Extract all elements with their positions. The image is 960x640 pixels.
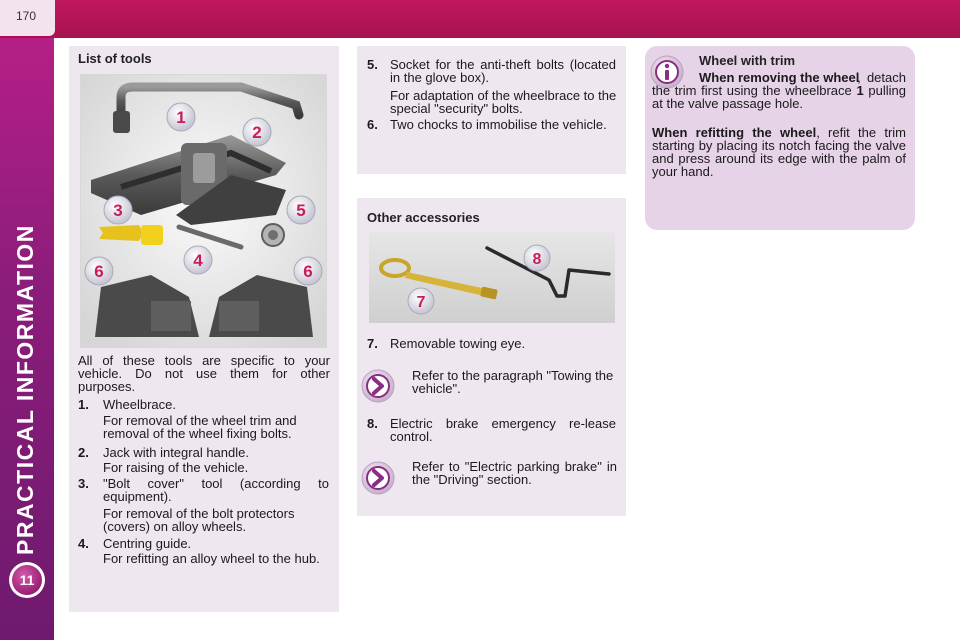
- removing-text: , detach the trim first using the wheelbrace: [652, 70, 906, 98]
- reference-towing: Refer to the paragraph "Towing the vehicle".: [412, 368, 614, 396]
- tool-2-number: 2.: [78, 445, 89, 460]
- tool-4-number: 4.: [78, 536, 89, 551]
- tool-4-title: Centring guide.: [103, 536, 192, 551]
- tool-1-number: 1.: [78, 397, 89, 412]
- accessories-photo: [369, 232, 615, 323]
- accessories-heading: Other accessories: [367, 210, 480, 225]
- section-title: PRACTICAL INFORMATION: [12, 224, 38, 555]
- item-5-text: Socket for the anti-theft bolts (located in the glove box).: [390, 57, 616, 85]
- tool-4-detail: For refitting an alloy wheel to the hub.: [103, 551, 320, 566]
- item-8-text: Electric brake emergency re-lease control.: [390, 416, 616, 444]
- item-5-detail: For adaptation of the wheelbrace to the special "security" bolts.: [390, 88, 617, 116]
- page-tab: [0, 0, 55, 36]
- reference-parking-brake: Refer to "Electric parking brake" in the "Driving" section.: [412, 459, 617, 487]
- tools-photo: [80, 74, 327, 348]
- tools-heading: List of tools: [78, 51, 152, 66]
- wheel-trim-heading: Wheel with trim: [699, 53, 796, 68]
- refitting-text: , refit the trim starting by placing its notch facing the valve and press around its edge with the palm of your hand.: [652, 125, 906, 179]
- tool-3-title: "Bolt cover" tool (according to equipment).: [103, 476, 329, 504]
- tool-2-detail: For raising of the vehicle.: [103, 460, 249, 475]
- callout-6b: 6: [303, 262, 313, 281]
- chapter-number: 11: [12, 565, 42, 595]
- removing-end: pulling at the valve passage hole.: [652, 83, 906, 111]
- tools-intro: All of these tools are specific to your vehicle. Do not use them for other purposes.: [78, 353, 330, 394]
- item-6-number: 6.: [367, 117, 378, 132]
- chevron-right-icon[interactable]: [361, 369, 395, 403]
- refitting-paragraph: [652, 126, 906, 178]
- item-8-number: 8.: [367, 416, 378, 431]
- callout-1: 1: [176, 108, 186, 127]
- callout-4: 4: [193, 251, 203, 270]
- tools-illustration: [81, 75, 327, 348]
- callout-7: 7: [416, 294, 426, 311]
- page-number: 170: [15, 9, 37, 23]
- accessories-illustration: [369, 232, 615, 323]
- callout-3: 3: [113, 201, 123, 220]
- header-band: [0, 0, 960, 38]
- callout-8: 8: [532, 251, 542, 268]
- item-7-text: Removable towing eye.: [390, 336, 526, 351]
- item-6-text: Two chocks to immobilise the vehicle.: [390, 117, 607, 132]
- removing-label: When removing the wheel: [699, 70, 860, 85]
- tool-3-detail: For removal of the bolt protectors (covers) on alloy wheels.: [103, 506, 295, 534]
- removing-number: 1: [856, 83, 864, 98]
- removing-paragraph: [652, 71, 906, 110]
- chevron-right-icon[interactable]: [361, 461, 395, 495]
- callout-2: 2: [252, 123, 262, 142]
- refitting-label: When refitting the wheel: [652, 125, 817, 140]
- tool-1-title: Wheelbrace.: [103, 397, 176, 412]
- item-7-number: 7.: [367, 336, 378, 351]
- callout-5: 5: [296, 201, 306, 220]
- chapter-badge: [9, 562, 45, 598]
- item-5-number: 5.: [367, 57, 378, 72]
- tool-3-number: 3.: [78, 476, 89, 491]
- tool-1-detail: For removal of the wheel trim and removal of the wheel fixing bolts.: [103, 413, 297, 441]
- callout-6a: 6: [94, 262, 104, 281]
- tool-2-title: Jack with integral handle.: [103, 445, 249, 460]
